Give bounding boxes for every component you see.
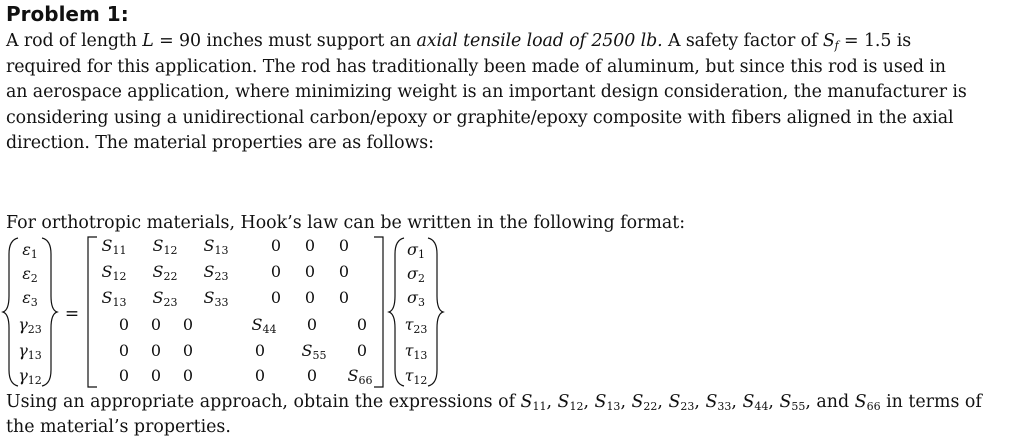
matrix-entry: $S_{22}$ [152,262,178,283]
matrix-entry: 0 [270,288,282,307]
matrix-entry: 0 [356,341,368,360]
strain-left-brace [3,238,18,386]
matrix-entry: 0 [270,236,282,255]
statement-line-1 [6,29,1020,55]
matrix-entry: 0 [150,315,162,334]
matrix-entry: 0 [150,366,162,385]
strain-entry: $\varepsilon_3$ [22,288,38,309]
safety-factor-symbol: S [822,31,835,51]
hooke-law-equation [0,234,470,390]
matrix-entry: 0 [356,315,368,334]
hooke-law-lead-in: For orthotropic materials, Hook’s law can be written in the following format: [6,213,686,233]
matrix-entry: 0 [182,341,194,360]
matrix-entry: $S_{12}$ [101,262,127,283]
instruction-line-2: the material’s properties. [6,417,231,437]
matrix-entry: 0 [182,366,194,385]
strain-right-brace [42,238,57,386]
matrix-entry: 0 [304,288,316,307]
statement-text: A safety factor of [662,31,823,51]
matrix-entry: 0 [118,366,130,385]
problem-title: Problem 1: [6,2,129,26]
statement-text: A rod of length [6,31,143,51]
matrix-entry: 0 [306,315,318,334]
matrix-entry: $S_{66}$ [347,366,373,387]
strain-entry: $\varepsilon_2$ [22,264,38,285]
strain-entry: $\gamma_{23}$ [18,315,42,336]
strain-entry: $\gamma_{13}$ [18,341,42,362]
matrix-entry: 0 [338,262,350,281]
strain-entry: $\gamma_{12}$ [18,366,42,387]
safety-factor-subscript: f [834,39,839,52]
stress-entry: $\tau_{23}$ [404,315,428,336]
stress-entry: $\sigma_2$ [407,264,425,285]
matrix-entry: 0 [182,315,194,334]
matrix-entry: 0 [254,341,266,360]
matrix-entry: 0 [338,236,350,255]
equals-sign: = [64,304,80,324]
matrix-left-bracket [88,237,97,387]
matrix-entry: $S_{12}$ [152,236,178,257]
matrix-entry: 0 [304,262,316,281]
matrix-entry: 0 [304,236,316,255]
matrix-right-bracket [374,237,383,387]
matrix-entry: $S_{23}$ [203,262,229,283]
strain-entry: $\varepsilon_1$ [22,240,38,261]
length-symbol: L [142,31,154,51]
matrix-entry: $S_{13}$ [101,288,127,309]
statement-line-2: required for this application. The rod has traditionally been made of aluminum, but since this rod is used in [6,56,946,77]
matrix-entry: 0 [254,366,266,385]
matrix-entry: $S_{11}$ [101,236,127,257]
matrix-entry: $S_{44}$ [251,315,277,336]
matrix-entry: 0 [118,341,130,360]
instruction-line-1: Using an appropriate approach, obtain the expressions of $S_{11}$, $S_{12}$, $S_{13}$, $S_{22}$, $S_{23}$, $S_{33}$, $S_{44}$, $S_{55}$, and $S_{66}$ in terms of [6,392,982,413]
stress-entry: $\tau_{13}$ [404,341,428,362]
problem-statement [6,29,1020,157]
matrix-entry: $S_{23}$ [152,288,178,309]
matrix-entry: 0 [118,315,130,334]
matrix-entry: $S_{13}$ [203,236,229,257]
matrix-entry: $S_{55}$ [301,341,327,362]
axial-load-text: axial tensile load of 2500 lb. [416,31,663,51]
statement-text: = 1.5 is [838,31,912,51]
stress-entry: $\sigma_1$ [407,240,425,261]
stress-entry: $\sigma_3$ [407,288,425,309]
matrix-entry: 0 [306,366,318,385]
stress-left-brace [389,238,404,386]
statement-line-5: direction. The material properties are as follows: [6,133,434,154]
matrix-entry: 0 [270,262,282,281]
statement-line-3: an aerospace application, where minimizing weight is an important design consideration, the manufacturer is [6,82,967,103]
stress-right-brace [428,238,443,386]
matrix-entry: 0 [150,341,162,360]
matrix-entry: $S_{33}$ [203,288,229,309]
matrix-entry: 0 [338,288,350,307]
task-instruction [6,390,1022,440]
statement-text: = 90 inches must support an [153,31,417,51]
stress-entry: $\tau_{12}$ [404,366,428,387]
statement-line-4: considering using a unidirectional carbon/epoxy or graphite/epoxy composite with fibers aligned in the axial [6,107,954,128]
